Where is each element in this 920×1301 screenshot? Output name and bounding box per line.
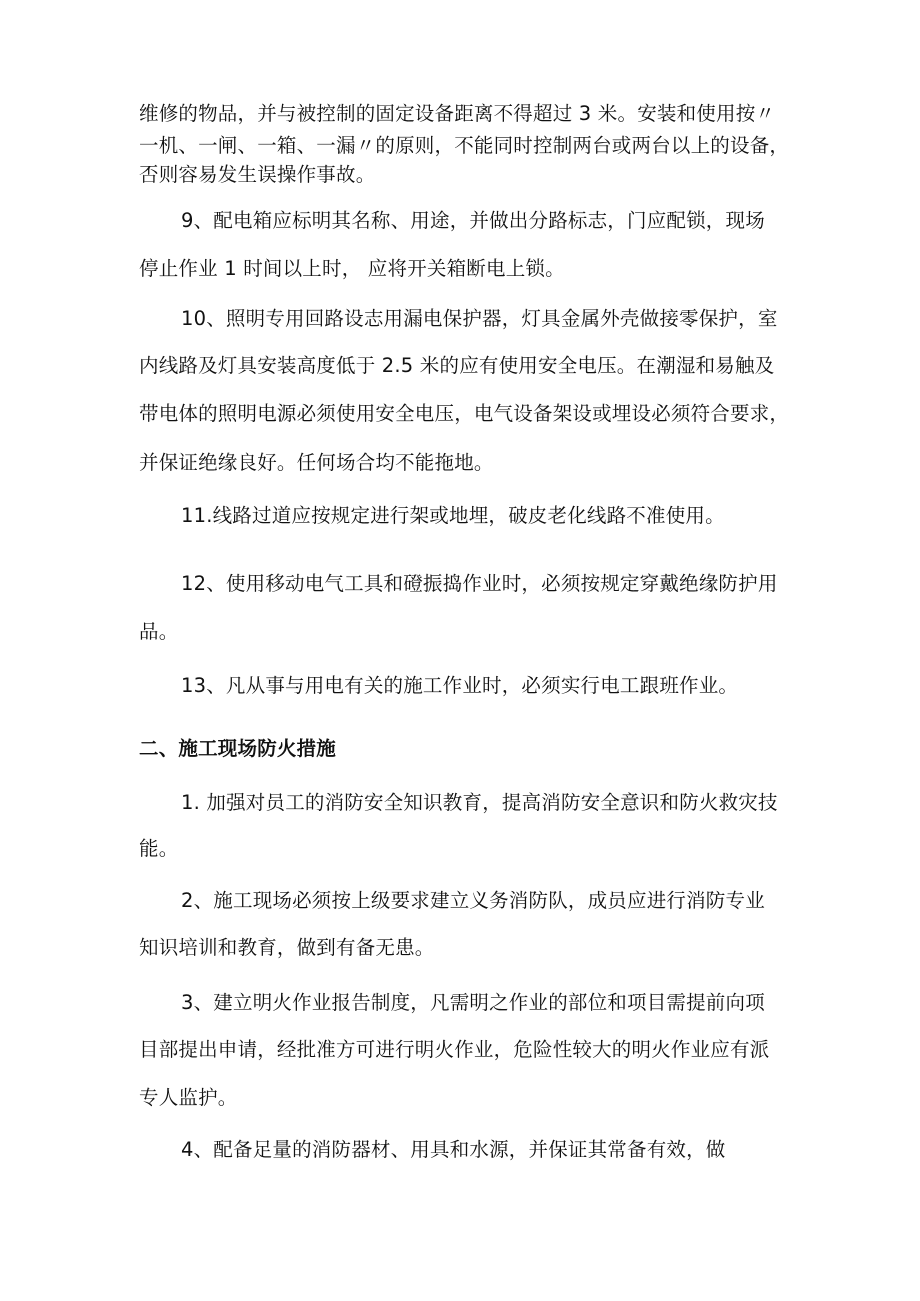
text-line: 能。 xyxy=(139,837,179,860)
text-line: 品。 xyxy=(139,620,179,643)
text-line: 内线路及灯具安装高度低于 2.5 米的应有使用安全电压。在潮湿和易触及 xyxy=(139,354,775,377)
paragraph-11-line: 11.线路过道应按规定进行架或地埋，破皮老化线路不准使用。 xyxy=(181,504,725,527)
paragraph-13-line: 13、凡从事与用电有关的施工作业时，必须实行电工跟班作业。 xyxy=(181,674,739,697)
text-line: 知识培训和教育，做到有备无患。 xyxy=(139,936,435,959)
text-line: 专人监护。 xyxy=(139,1086,238,1109)
paragraph-4-line: 4、配备足量的消防器材、用具和水源，并保证其常备有效，做 xyxy=(181,1138,726,1161)
paragraph-10-line: 10、照明专用回路设志用漏电保护器，灯具金属外壳做接零保护，室 xyxy=(181,307,778,330)
paragraph-1-line: 1. 加强对员工的消防安全知识教育，提高消防安全意识和防火救灾技 xyxy=(181,791,778,814)
text-line: 带电体的照明电源必须使用安全电压，电气设备架设或埋设必须符合要求， xyxy=(139,402,790,425)
text-line: 并保证绝缘良好。任何场合均不能拖地。 xyxy=(139,451,494,474)
section-heading: 二、施工现场防火措施 xyxy=(139,737,337,760)
paragraph-12-line: 12、使用移动电气工具和磴振捣作业时，必须按规定穿戴绝缘防护用 xyxy=(181,572,778,595)
text-line: 目部提出申请，经批准方可进行明火作业，危险性较大的明火作业应有派 xyxy=(139,1038,770,1061)
text-line: 停止作业 1 时间以上时， 应将开关箱断电上锁。 xyxy=(139,257,565,280)
text-line: 否则容易发生误操作事故。 xyxy=(139,163,376,186)
paragraph-9-line: 9、配电箱应标明其名称、用途，并做出分路标志，门应配锁，现场 xyxy=(181,209,765,232)
paragraph-2-line: 2、施工现场必须按上级要求建立义务消防队，成员应进行消防专业 xyxy=(181,889,765,912)
text-line: 维修的物品，并与被控制的固定设备距离不得超过 3 米。安装和使用按〃 xyxy=(139,102,776,125)
paragraph-3-line: 3、建立明火作业报告制度，凡需明之作业的部位和项目需提前向项 xyxy=(181,991,765,1014)
text-line: 一机、一闸、一箱、一漏〃的原则，不能同时控制两台或两台以上的设备， xyxy=(139,134,790,157)
